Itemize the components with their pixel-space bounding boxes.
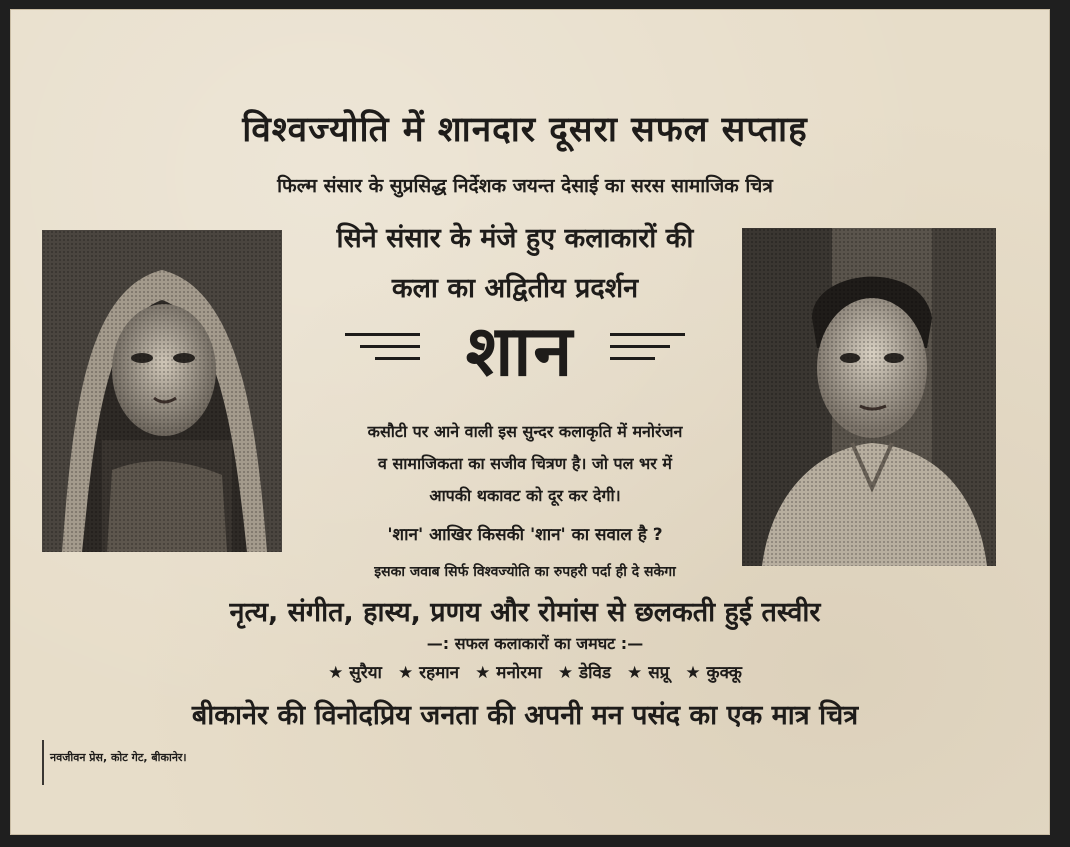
cast-member: ★ डेविड [557, 663, 612, 683]
cast-member: ★ सप्रू [627, 663, 670, 683]
actress-portrait [42, 230, 282, 552]
cast-member: ★ रहमान [397, 663, 460, 683]
description-line-1: कसौटी पर आने वाली इस सुन्दर कलाकृति में मनोरंजन [367, 422, 683, 441]
rule-right-2 [610, 345, 670, 348]
cast-member: ★ कुक्कू [685, 663, 742, 683]
city-line: बीकानेर की विनोदप्रिय जनता की अपनी मन पसंद का एक मात्र चित्र [191, 700, 859, 731]
tagline-2: कला का अद्वितीय प्रदर्शन [391, 273, 639, 304]
rule-right-3 [610, 357, 655, 360]
description-line-2: व सामाजिकता का सजीव चित्रण है। जो पल भर में [377, 454, 672, 473]
question-line: 'शान' आखिर किसकी 'शान' का सवाल है ? [387, 525, 663, 545]
headline: विश्वज्योति में शानदार दूसरा सफल सप्ताह [242, 110, 808, 150]
genre-line: नृत्य, संगीत, हास्य, प्रणय और रोमांस से छलकती हुई तस्वीर [229, 597, 821, 628]
press-divider [42, 740, 44, 785]
director-line: फिल्म संसार के सुप्रसिद्ध निर्देशक जयन्त देसाई का सरस सामाजिक चित्र [277, 175, 773, 197]
actor-portrait [742, 228, 996, 566]
answer-line: इसका जवाब सिर्फ विश्वज्योति का रुपहरी पर्दा ही दे सकेगा [374, 564, 676, 580]
cast-member: ★ मनोरमा [475, 663, 542, 683]
rule-right-1 [610, 333, 685, 336]
tagline-1: सिने संसार के मंजे हुए कलाकारों की [336, 223, 694, 254]
cast-member: ★ सुरैया [328, 663, 382, 683]
cast-list [230, 660, 840, 683]
description-line-3: आपकी थकावट को दूर कर देगी। [429, 486, 621, 505]
film-title: शान [465, 310, 575, 392]
cast-label: —: सफल कलाकारों का जमघट :— [426, 634, 644, 653]
press-imprint: नवजीवन प्रेस, कोट गेट, बीकानेर। [50, 751, 187, 764]
